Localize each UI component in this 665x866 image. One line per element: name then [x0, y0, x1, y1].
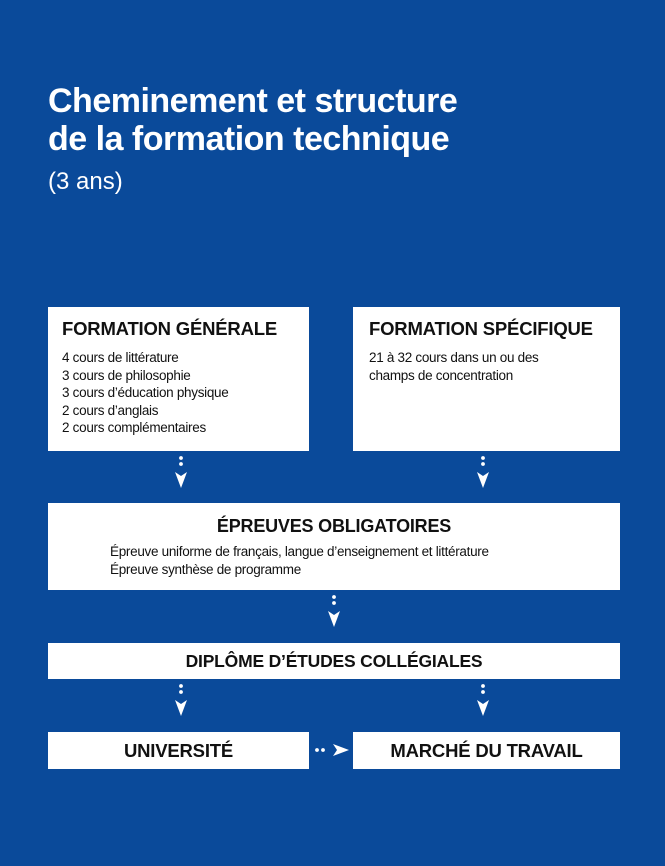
arrow-down-icon: [173, 683, 189, 717]
arrow-right-icon: [314, 742, 350, 758]
diplome-label: DIPLÔME D’ÉTUDES COLLÉGIALES: [185, 651, 483, 671]
list-item: 2 cours d’anglais: [62, 402, 159, 418]
formation-generale-list: [62, 349, 295, 437]
universite-box: [48, 732, 309, 769]
formation-specifique-box: [353, 307, 620, 451]
list-item: Épreuve synthèse de programme: [110, 561, 301, 577]
list-item: 2 cours complémentaires: [62, 420, 206, 435]
formation-generale-box: [48, 307, 309, 451]
marche-du-travail-label: MARCHÉ DU TRAVAIL: [390, 739, 583, 761]
page-subtitle: (3 ans): [48, 168, 123, 195]
arrow-down-icon: [326, 594, 342, 628]
arrow-down-icon: [173, 455, 189, 489]
arrow-down-icon: [475, 455, 491, 489]
title-line-1: Cheminement et structure: [48, 82, 458, 120]
text-line: 21 à 32 cours dans un ou des: [369, 350, 539, 365]
arrow-down-icon: [475, 683, 491, 717]
list-item: 3 cours de philosophie: [62, 367, 191, 383]
title-line-2: de la formation technique: [48, 120, 450, 158]
universite-label: UNIVERSITÉ: [123, 739, 234, 761]
formation-generale-heading: FORMATION GÉNÉRALE: [62, 318, 277, 339]
epreuves-heading: ÉPREUVES OBLIGATOIRES: [216, 516, 452, 536]
list-item: 4 cours de littérature: [62, 350, 179, 365]
list-item: 3 cours d’éducation physique: [62, 385, 229, 400]
marche-du-travail-box: [353, 732, 620, 769]
text-line: champs de concentration: [369, 367, 513, 383]
epreuves-list: [48, 543, 620, 578]
formation-specifique-heading: FORMATION SPÉCIFIQUE: [369, 318, 593, 339]
epreuves-obligatoires-box: [48, 503, 620, 590]
diplome-box: [48, 643, 620, 679]
formation-specifique-text: [369, 349, 604, 384]
list-item: Épreuve uniforme de français, langue d’enseignement et littérature: [110, 544, 489, 559]
page-title: [48, 82, 457, 158]
